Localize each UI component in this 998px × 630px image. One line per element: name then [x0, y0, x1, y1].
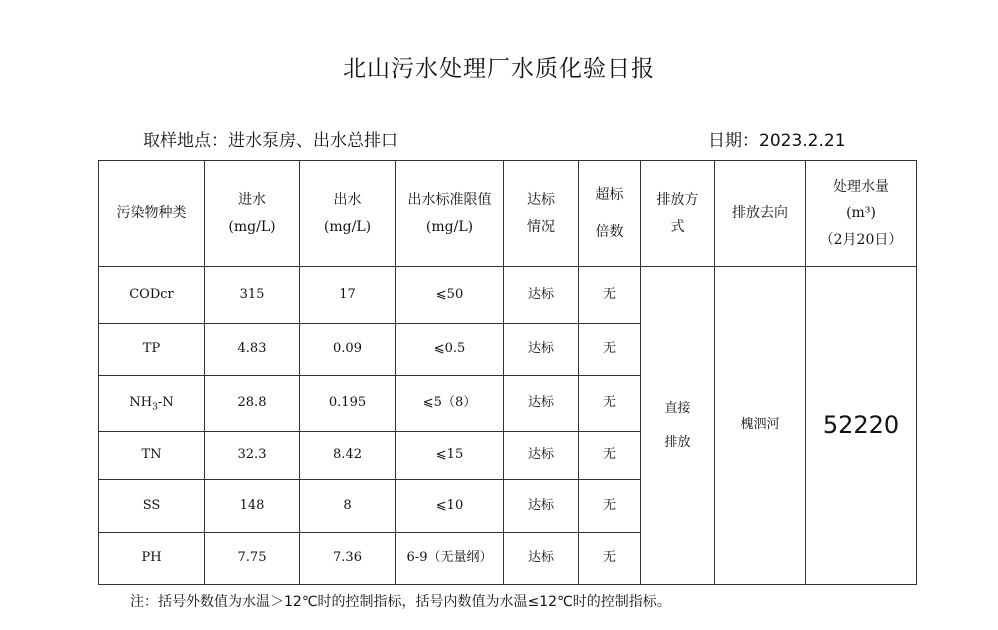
outflow-cell: 7.36 [300, 533, 396, 585]
status-cell: 达标 [504, 480, 579, 533]
pollutant-cell: TP [99, 324, 205, 376]
exceed-cell: 无 [579, 376, 641, 432]
discharge-direction-cell: 槐泗河 [715, 267, 806, 585]
footnote: 注：括号外数值为水温＞12℃时的控制指标，括号内数值为水温≤12℃时的控制指标。 [130, 594, 671, 610]
outflow-cell: 0.195 [300, 376, 396, 432]
inflow-cell: 7.75 [205, 533, 300, 585]
treated-volume-cell: 52220 [806, 267, 917, 585]
limit-cell: ⩽5（8） [396, 376, 504, 432]
header-compliance: 达标 情况 [504, 161, 579, 267]
header-discharge-direction: 排放去向 [715, 161, 806, 267]
header-outflow: 出水 (mg/L) [300, 161, 396, 267]
pollutant-cell: TN [99, 432, 205, 480]
pollutant-cell: SS [99, 480, 205, 533]
outflow-cell: 17 [300, 267, 396, 324]
status-cell: 达标 [504, 267, 579, 324]
limit-cell: ⩽50 [396, 267, 504, 324]
pollutant-cell: $NH_3-N$ [99, 376, 205, 432]
table-row [99, 267, 917, 324]
header-limit: 出水标准限值 (mg/L) [396, 161, 504, 267]
exceed-cell: 无 [579, 267, 641, 324]
header-pollutant: 污染物种类 [99, 161, 205, 267]
report-title: 北山污水处理厂水质化验日报 [343, 56, 655, 82]
water-quality-table [98, 160, 917, 585]
pollutant-cell: CODcr [99, 267, 205, 324]
header-row [99, 161, 917, 267]
limit-cell: 6-9（无量纲） [396, 533, 504, 585]
outflow-cell: 0.09 [300, 324, 396, 376]
inflow-cell: 148 [205, 480, 300, 533]
inflow-cell: 315 [205, 267, 300, 324]
pollutant-cell: PH [99, 533, 205, 585]
header-discharge-method: 排放方 式 [641, 161, 715, 267]
outflow-cell: 8 [300, 480, 396, 533]
discharge-method-cell: 直接 排放 [641, 267, 715, 585]
status-cell: 达标 [504, 533, 579, 585]
header-treated-volume: 处理水量 (m³) （2月20日） [806, 161, 917, 267]
inflow-cell: 32.3 [205, 432, 300, 480]
status-cell: 达标 [504, 432, 579, 480]
exceed-cell: 无 [579, 324, 641, 376]
outflow-cell: 8.42 [300, 432, 396, 480]
status-cell: 达标 [504, 324, 579, 376]
inflow-cell: 28.8 [205, 376, 300, 432]
inflow-cell: 4.83 [205, 324, 300, 376]
limit-cell: ⩽10 [396, 480, 504, 533]
exceed-cell: 无 [579, 533, 641, 585]
exceed-cell: 无 [579, 480, 641, 533]
status-cell: 达标 [504, 376, 579, 432]
limit-cell: ⩽15 [396, 432, 504, 480]
limit-cell: ⩽0.5 [396, 324, 504, 376]
sampling-location: 取样地点：进水泵房、出水总排口 [143, 131, 398, 151]
header-inflow: 进水 (mg/L) [205, 161, 300, 267]
exceed-cell: 无 [579, 432, 641, 480]
report-date: 日期：2023.2.21 [708, 131, 846, 151]
header-exceed-multiple: 超标 倍数 [579, 161, 641, 267]
